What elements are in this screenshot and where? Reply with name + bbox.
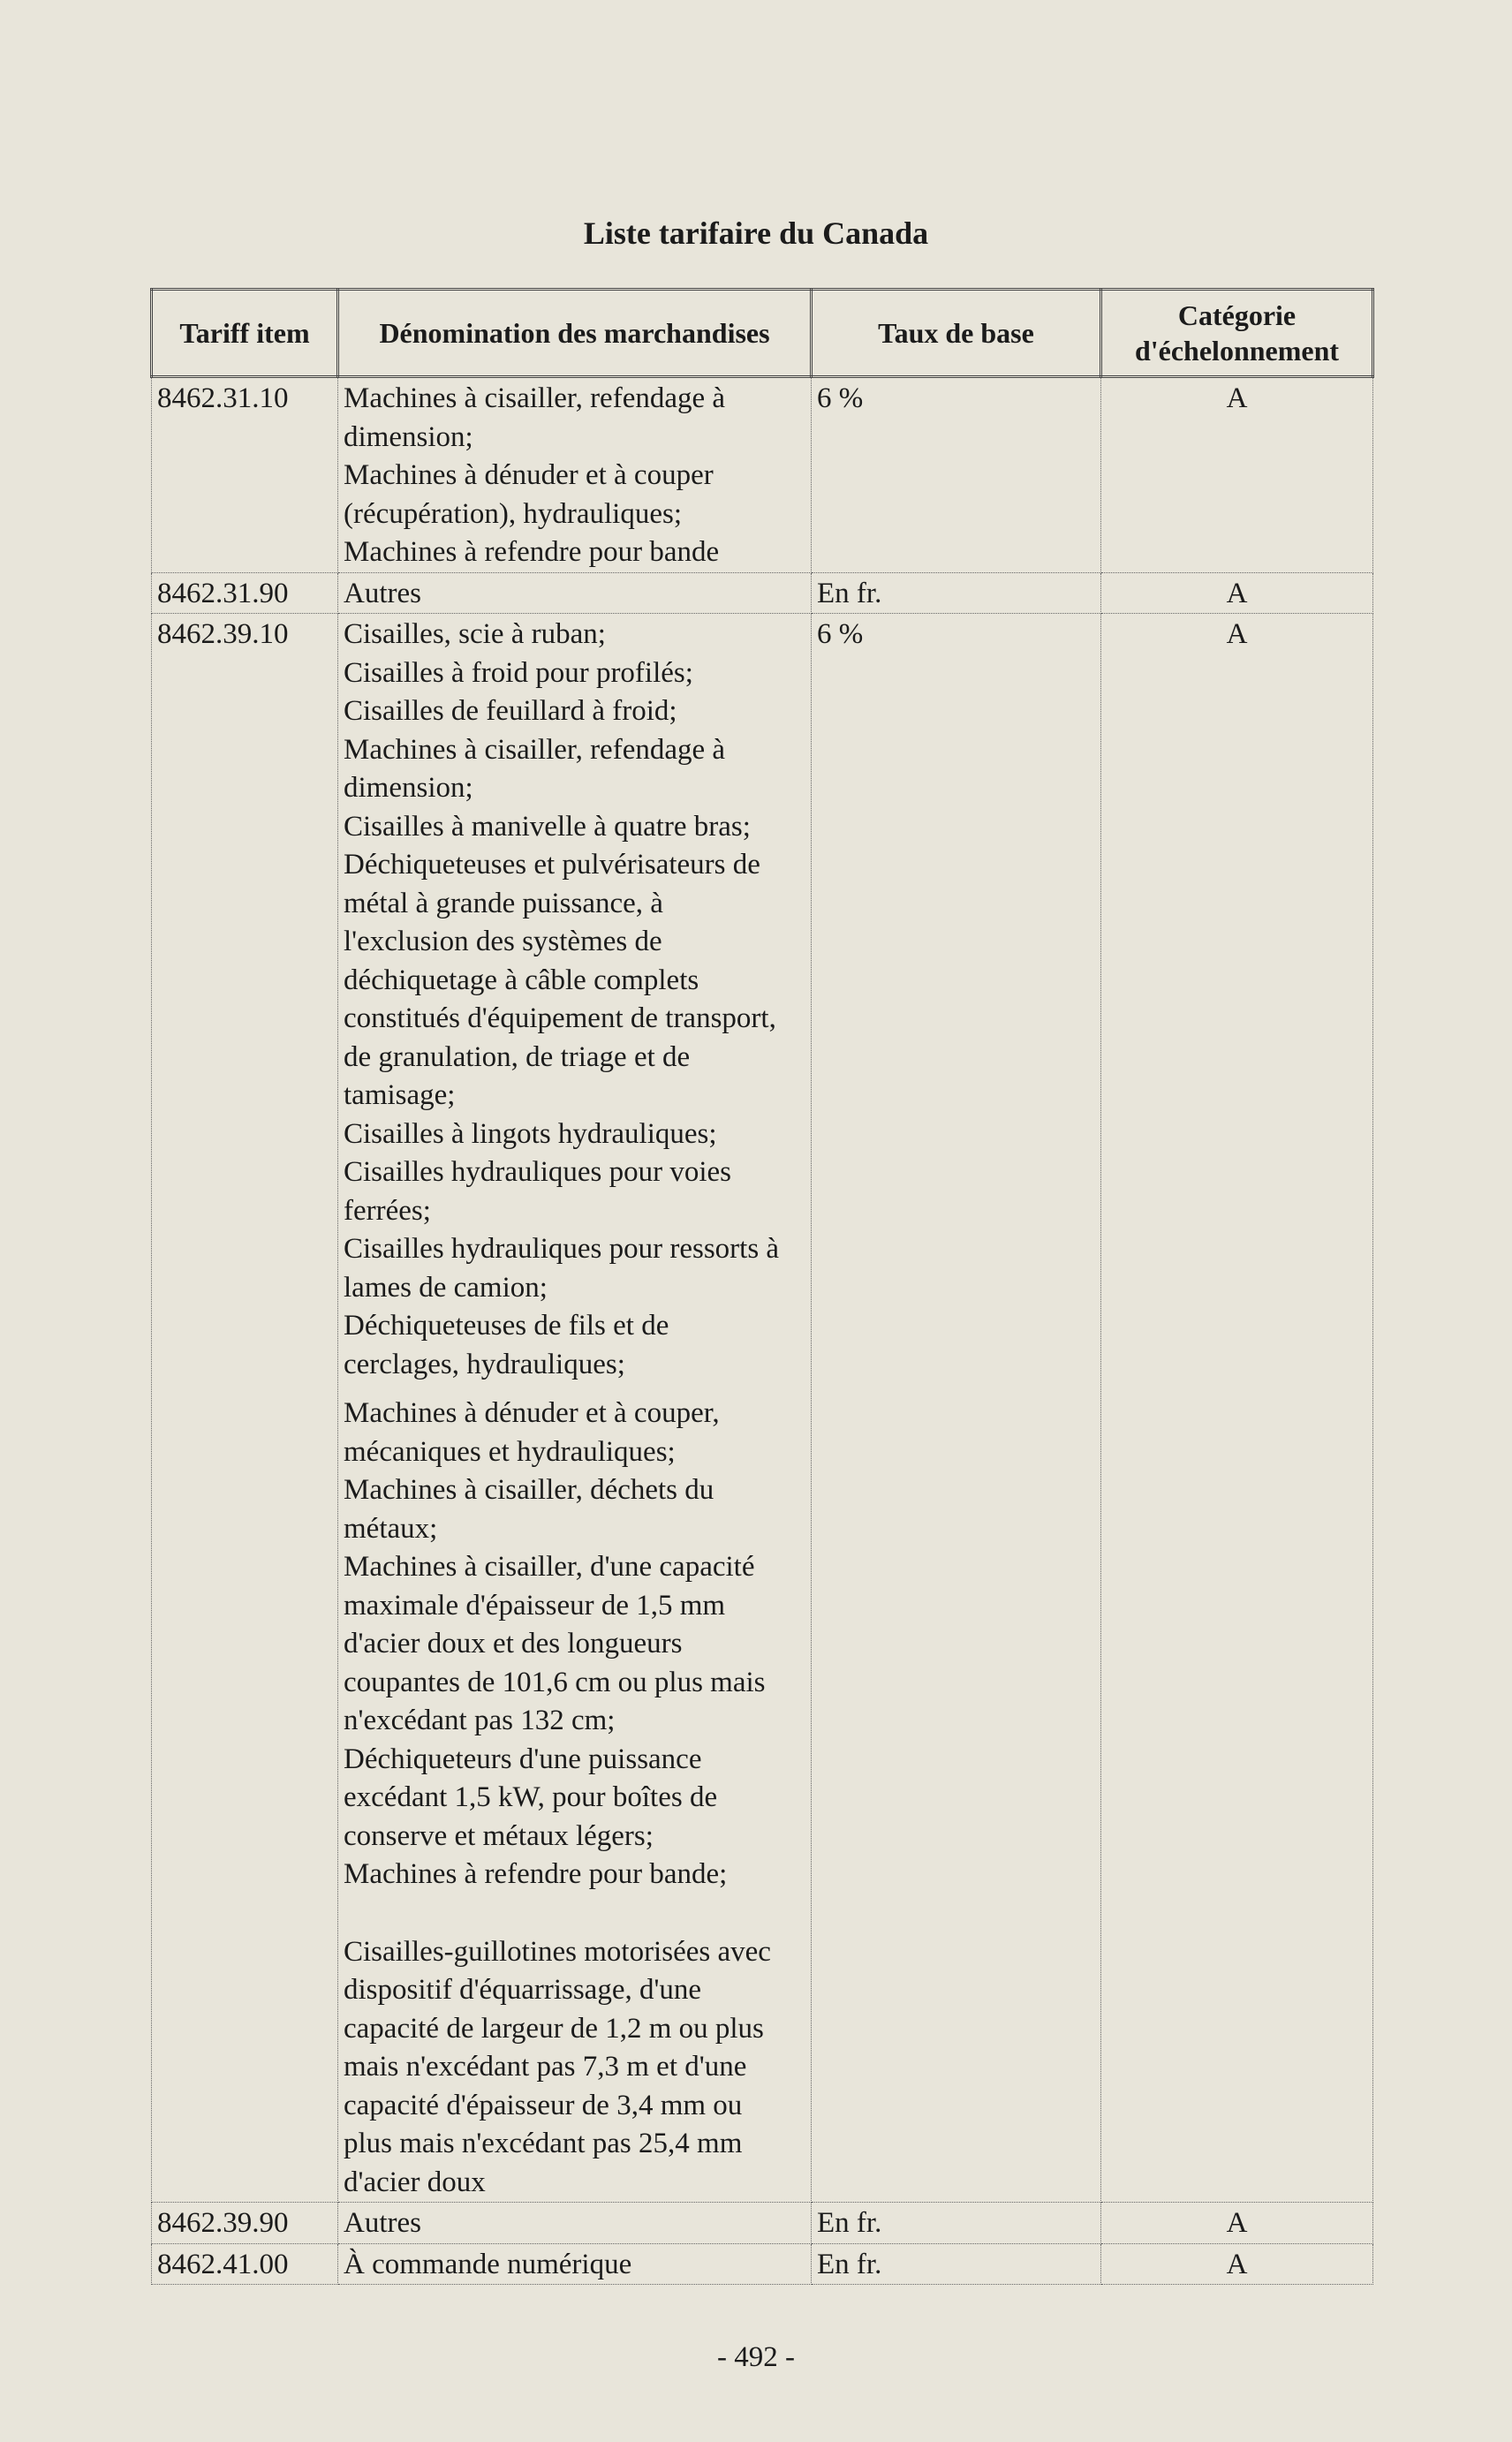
description-cell xyxy=(338,2243,812,2285)
description-line: Machines à refendre pour bande xyxy=(344,536,720,568)
header-staging-category xyxy=(1101,290,1373,377)
description-cell xyxy=(338,2203,812,2244)
staging-category-cell: A xyxy=(1101,614,1373,2203)
tariff-item-cell: 8462.39.10 xyxy=(152,614,338,2203)
tariff-item-cell: 8462.41.00 xyxy=(152,2243,338,2285)
base-rate-cell: En fr. xyxy=(812,2243,1101,2285)
description-line: excédant 1,5 kW, pour boîtes de xyxy=(344,1781,718,1813)
staging-category-cell: A xyxy=(1101,2203,1373,2244)
header-staging-line-1: Catégorie xyxy=(1177,299,1297,331)
staging-category-cell: A xyxy=(1101,2243,1373,2285)
table-row xyxy=(152,377,1373,573)
description-line: Cisailles à froid pour profilés; xyxy=(344,656,693,689)
table-row xyxy=(152,572,1373,614)
description-line: Machines à refendre pour bande; xyxy=(344,1858,728,1890)
description-line: Cisailles hydrauliques pour ressorts à xyxy=(344,1233,780,1265)
description-line: capacité d'épaisseur de 3,4 mm ou xyxy=(344,2089,743,2121)
base-rate-cell: En fr. xyxy=(812,2203,1101,2244)
staging-category-cell: A xyxy=(1101,572,1373,614)
description-line: (récupération), hydrauliques; xyxy=(344,497,683,530)
description-line: Déchiqueteuses de fils et de xyxy=(344,1310,669,1342)
description-line: plus mais n'excédant pas 25,4 mm xyxy=(344,2128,743,2159)
description-line: Machines à cisailler, d'une capacité xyxy=(344,1551,755,1583)
description-line: tamisage; xyxy=(344,1079,456,1111)
header-base-rate: Taux de base xyxy=(812,290,1101,377)
description-line: coupantes de 101,6 cm ou plus mais xyxy=(344,1666,766,1698)
description-line: Autres xyxy=(344,2207,421,2239)
description-line: d'acier doux xyxy=(344,2166,486,2198)
tariff-item-cell: 8462.31.10 xyxy=(152,377,338,573)
tariff-item-cell: 8462.31.90 xyxy=(152,572,338,614)
description-line: déchiquetage à câble complets xyxy=(344,964,699,996)
description-line: Cisailles à lingots hydrauliques; xyxy=(344,1117,717,1150)
description-line: Cisailles à manivelle à quatre bras; xyxy=(344,810,751,843)
description-line: mécaniques et hydrauliques; xyxy=(344,1435,676,1468)
page-title: Liste tarifaire du Canada xyxy=(583,215,929,251)
description-line: Déchiqueteuses et pulvérisateurs de xyxy=(344,849,760,881)
description-line: Cisailles hydrauliques pour voies xyxy=(344,1156,732,1188)
line-gap xyxy=(344,1384,805,1395)
description-line: Machines à cisailler, refendage à xyxy=(344,733,726,766)
tariff-table xyxy=(150,288,1374,2285)
description-line: Cisailles, scie à ruban; xyxy=(344,618,606,650)
description-line: d'acier doux et des longueurs xyxy=(344,1628,683,1660)
description-line: maximale d'épaisseur de 1,5 mm xyxy=(344,1589,726,1622)
description-line: Machines à cisailler, refendage à xyxy=(344,382,726,414)
description-cell xyxy=(338,614,812,2203)
description-cell xyxy=(338,377,812,573)
tariff-item-cell: 8462.39.90 xyxy=(152,2203,338,2244)
description-line: capacité de largeur de 1,2 m ou plus xyxy=(344,2012,764,2045)
table-row xyxy=(152,2203,1373,2244)
header-description: Dénomination des marchandises xyxy=(338,290,812,377)
description-line: Machines à dénuder et à couper xyxy=(344,459,714,491)
page-number: - 492 - xyxy=(717,2341,795,2373)
base-rate-cell: 6 % xyxy=(812,614,1101,2203)
description-line: de granulation, de triage et de xyxy=(344,1040,691,1073)
description-line: constitués d'équipement de transport, xyxy=(344,1002,776,1034)
description-line: À commande numérique xyxy=(344,2248,632,2280)
description-line: Cisailles de feuillard à froid; xyxy=(344,695,677,727)
description-line: lames de camion; xyxy=(344,1271,548,1304)
description-line: Cisailles-guillotines motorisées avec xyxy=(344,1935,771,1968)
description-line: dispositif d'équarrissage, d'une xyxy=(344,1974,702,2006)
description-line: l'exclusion des systèmes de xyxy=(344,926,662,957)
description-line: dimension; xyxy=(344,420,473,453)
description-line: Déchiqueteurs d'une puissance xyxy=(344,1743,702,1775)
table-row xyxy=(152,614,1373,2203)
description-line: cerclages, hydrauliques; xyxy=(344,1348,625,1380)
table-row xyxy=(152,2243,1373,2285)
description-line: Autres xyxy=(344,577,421,609)
staging-category-cell: A xyxy=(1101,377,1373,573)
base-rate-cell: 6 % xyxy=(812,377,1101,573)
description-line: Machines à dénuder et à couper, xyxy=(344,1397,720,1429)
description-line: conserve et métaux légers; xyxy=(344,1819,654,1852)
description-line: ferrées; xyxy=(344,1194,431,1227)
description-cell xyxy=(338,572,812,614)
header-staging-line-2: d'échelonnement xyxy=(1134,335,1340,367)
description-line: métal à grande puissance, à xyxy=(344,887,663,919)
base-rate-cell: En fr. xyxy=(812,572,1101,614)
description-line: n'excédant pas 132 cm; xyxy=(344,1705,616,1736)
description-line: mais n'excédant pas 7,3 m et d'une xyxy=(344,2051,747,2083)
header-tariff-item: Tariff item xyxy=(152,290,338,377)
description-line: Machines à cisailler, déchets du xyxy=(344,1474,714,1506)
table-header-row xyxy=(152,290,1373,377)
line-gap xyxy=(344,1894,805,1933)
description-line: métaux; xyxy=(344,1512,438,1545)
description-line: dimension; xyxy=(344,772,473,804)
